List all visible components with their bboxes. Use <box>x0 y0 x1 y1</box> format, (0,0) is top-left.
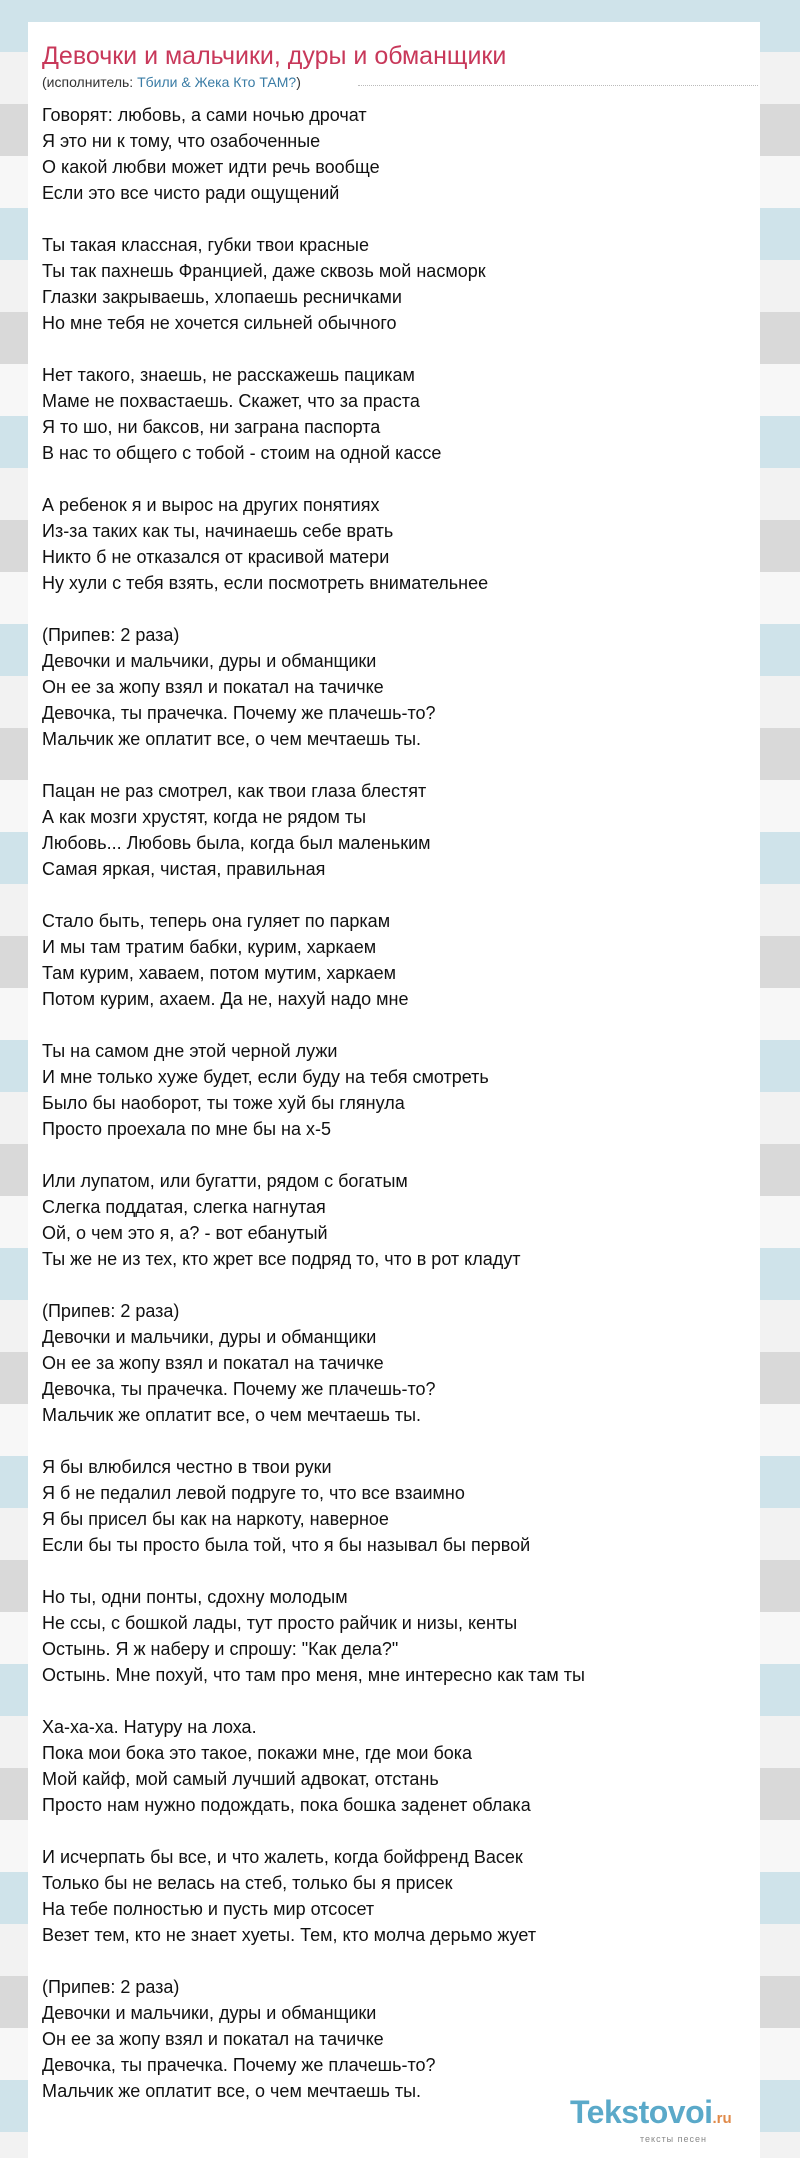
lyrics-stanza <box>42 908 752 1012</box>
performer-suffix: ) <box>296 74 301 90</box>
lyrics-stanza <box>42 362 752 466</box>
lyrics-line: Девочка, ты прачечка. Почему же плачешь-то? <box>42 2055 436 2075</box>
performer-line <box>42 74 301 90</box>
lyrics-line: Девочка, ты прачечка. Почему же плачешь-то? <box>42 703 436 723</box>
lyrics-line: Говорят: любовь, а сами ночью дрочат <box>42 105 367 125</box>
lyrics-line: Ха-ха-ха. Натуру на лоха. <box>42 1717 257 1737</box>
lyrics-line: (Припев: 2 раза) <box>42 1977 180 1997</box>
lyrics-line: Мальчик же оплатит все, о чем мечтаешь ты. <box>42 729 422 749</box>
lyrics-line: На тебе полностью и пусть мир отсосет <box>42 1899 375 1919</box>
lyrics-line: Если бы ты просто была той, что я бы называл бы первой <box>42 1535 531 1555</box>
lyrics-line: Не ссы, с бошкой лады, тут просто райчик и низы, кенты <box>42 1613 518 1633</box>
lyrics-line: Я бы влюбился честно в твои руки <box>42 1457 332 1477</box>
logo-domain-suffix: .ru <box>712 2110 732 2127</box>
lyrics-line: Только бы не велась на стеб, только бы я присек <box>42 1873 453 1893</box>
lyrics-line: Из-за таких как ты, начинаешь себе врать <box>42 521 394 541</box>
lyrics-stanza <box>42 1168 752 1272</box>
lyrics-line: Слегка поддатая, слегка нагнутая <box>42 1197 326 1217</box>
lyrics-line: Маме не похвастаешь. Скажет, что за праста <box>42 391 420 411</box>
lyrics-line: Потом курим, ахаем. Да не, нахуй надо мне <box>42 989 409 1009</box>
lyrics-line: Ты так пахнешь Францией, даже сквозь мой насморк <box>42 261 486 281</box>
lyrics-stanza <box>42 778 752 882</box>
lyrics-line: Ты такая классная, губки твои красные <box>42 235 369 255</box>
lyrics-line: И мы там тратим бабки, курим, харкаем <box>42 937 377 957</box>
lyrics-stanza <box>42 232 752 336</box>
lyrics-line: Ой, о чем это я, а? - вот ебанутый <box>42 1223 328 1243</box>
lyrics-line: Мой кайф, мой самый лучший адвокат, отстань <box>42 1769 439 1789</box>
performer-link[interactable]: Тбили & Жека Кто ТАМ? <box>137 74 297 90</box>
lyrics-line: А как мозги хрустят, когда не рядом ты <box>42 807 367 827</box>
lyrics-line: Девочка, ты прачечка. Почему же плачешь-то? <box>42 1379 436 1399</box>
lyrics-stanza <box>42 1584 752 1688</box>
lyrics-line: Нет такого, знаешь, не расскажешь пацикам <box>42 365 415 385</box>
lyrics-line: Было бы наоборот, ты тоже хуй бы глянула <box>42 1093 405 1113</box>
lyrics-stanza <box>42 1974 752 2104</box>
lyrics-line: Я б не педалил левой подруге то, что все взаимно <box>42 1483 465 1503</box>
lyrics-stanza <box>42 1844 752 1948</box>
performer-prefix: (исполнитель: <box>42 74 138 90</box>
divider <box>358 85 758 86</box>
lyrics-line: Пока мои бока это такое, покажи мне, где мои бока <box>42 1743 473 1763</box>
lyrics-line: Пацан не раз смотрел, как твои глаза блестят <box>42 781 427 801</box>
lyrics-line: Если это все чисто ради ощущений <box>42 183 340 203</box>
lyrics-line: Девочки и мальчики, дуры и обманщики <box>42 2003 377 2023</box>
lyrics-line: И мне только хуже будет, если буду на тебя смотреть <box>42 1067 489 1087</box>
lyrics-line: Остынь. Я ж наберу и спрошу: "Как дела?" <box>42 1639 399 1659</box>
lyrics-line: Ты на самом дне этой черной лужи <box>42 1041 338 1061</box>
lyrics-line: Ты же не из тех, кто жрет все подряд то, что в рот кладут <box>42 1249 521 1269</box>
lyrics-line: Ну хули с тебя взять, если посмотреть внимательнее <box>42 573 489 593</box>
lyrics-line: Просто нам нужно подождать, пока бошка заденет облака <box>42 1795 531 1815</box>
lyrics-line: А ребенок я и вырос на других понятиях <box>42 495 380 515</box>
logo-subtitle: тексты песен <box>640 2134 708 2144</box>
lyrics-line: Стало быть, теперь она гуляет по паркам <box>42 911 391 931</box>
lyrics-line: Везет тем, кто не знает хуеты. Тем, кто молча дерьмо жует <box>42 1925 537 1945</box>
lyrics-line: Он ее за жопу взял и покатал на тачичке <box>42 2029 384 2049</box>
lyrics-card <box>28 22 760 2158</box>
lyrics-line: Я это ни к тому, что озабоченные <box>42 131 321 151</box>
lyrics-line: И исчерпать бы все, и что жалеть, когда бойфренд Васек <box>42 1847 523 1867</box>
lyrics-line: Я то шо, ни баксов, ни заграна паспорта <box>42 417 381 437</box>
lyrics-line: Он ее за жопу взял и покатал на тачичке <box>42 1353 384 1373</box>
lyrics-line: В нас то общего с тобой - стоим на одной кассе <box>42 443 442 463</box>
lyrics-stanza <box>42 1454 752 1558</box>
lyrics-line: (Припев: 2 раза) <box>42 1301 180 1321</box>
lyrics-stanza <box>42 1038 752 1142</box>
lyrics-line: Там курим, хаваем, потом мутим, харкаем <box>42 963 396 983</box>
lyrics-line: Он ее за жопу взял и покатал на тачичке <box>42 677 384 697</box>
lyrics-line: Мальчик же оплатит все, о чем мечтаешь ты. <box>42 2081 422 2101</box>
song-title: Девочки и мальчики, дуры и обманщики <box>42 42 507 70</box>
lyrics-line: Остынь. Мне похуй, что там про меня, мне интересно как там ты <box>42 1665 585 1685</box>
site-logo[interactable] <box>570 2094 732 2144</box>
lyrics-line: Глазки закрываешь, хлопаешь ресничками <box>42 287 402 307</box>
lyrics-stanza <box>42 1298 752 1428</box>
lyrics-line: Любовь... Любовь была, когда был маленьким <box>42 833 431 853</box>
lyrics-line: Никто б не отказался от красивой матери <box>42 547 390 567</box>
lyrics-stanza <box>42 102 752 206</box>
lyrics-line: Но ты, одни понты, сдохну молодым <box>42 1587 348 1607</box>
lyrics-line: Просто проехала по мне бы на х-5 <box>42 1119 332 1139</box>
lyrics-line: (Припев: 2 раза) <box>42 625 180 645</box>
lyrics-body <box>42 102 752 2130</box>
lyrics-stanza <box>42 492 752 596</box>
lyrics-line: Я бы присел бы как на наркоту, наверное <box>42 1509 389 1529</box>
lyrics-line: Но мне тебя не хочется сильней обычного <box>42 313 397 333</box>
lyrics-line: Самая яркая, чистая, правильная <box>42 859 326 879</box>
logo-text: Tekstovoi <box>570 2094 713 2130</box>
lyrics-line: О какой любви может идти речь вообще <box>42 157 380 177</box>
lyrics-line: Или лупатом, или бугатти, рядом с богатым <box>42 1171 408 1191</box>
lyrics-stanza <box>42 1714 752 1818</box>
lyrics-line: Мальчик же оплатит все, о чем мечтаешь ты. <box>42 1405 422 1425</box>
lyrics-line: Девочки и мальчики, дуры и обманщики <box>42 651 377 671</box>
lyrics-stanza <box>42 622 752 752</box>
lyrics-line: Девочки и мальчики, дуры и обманщики <box>42 1327 377 1347</box>
